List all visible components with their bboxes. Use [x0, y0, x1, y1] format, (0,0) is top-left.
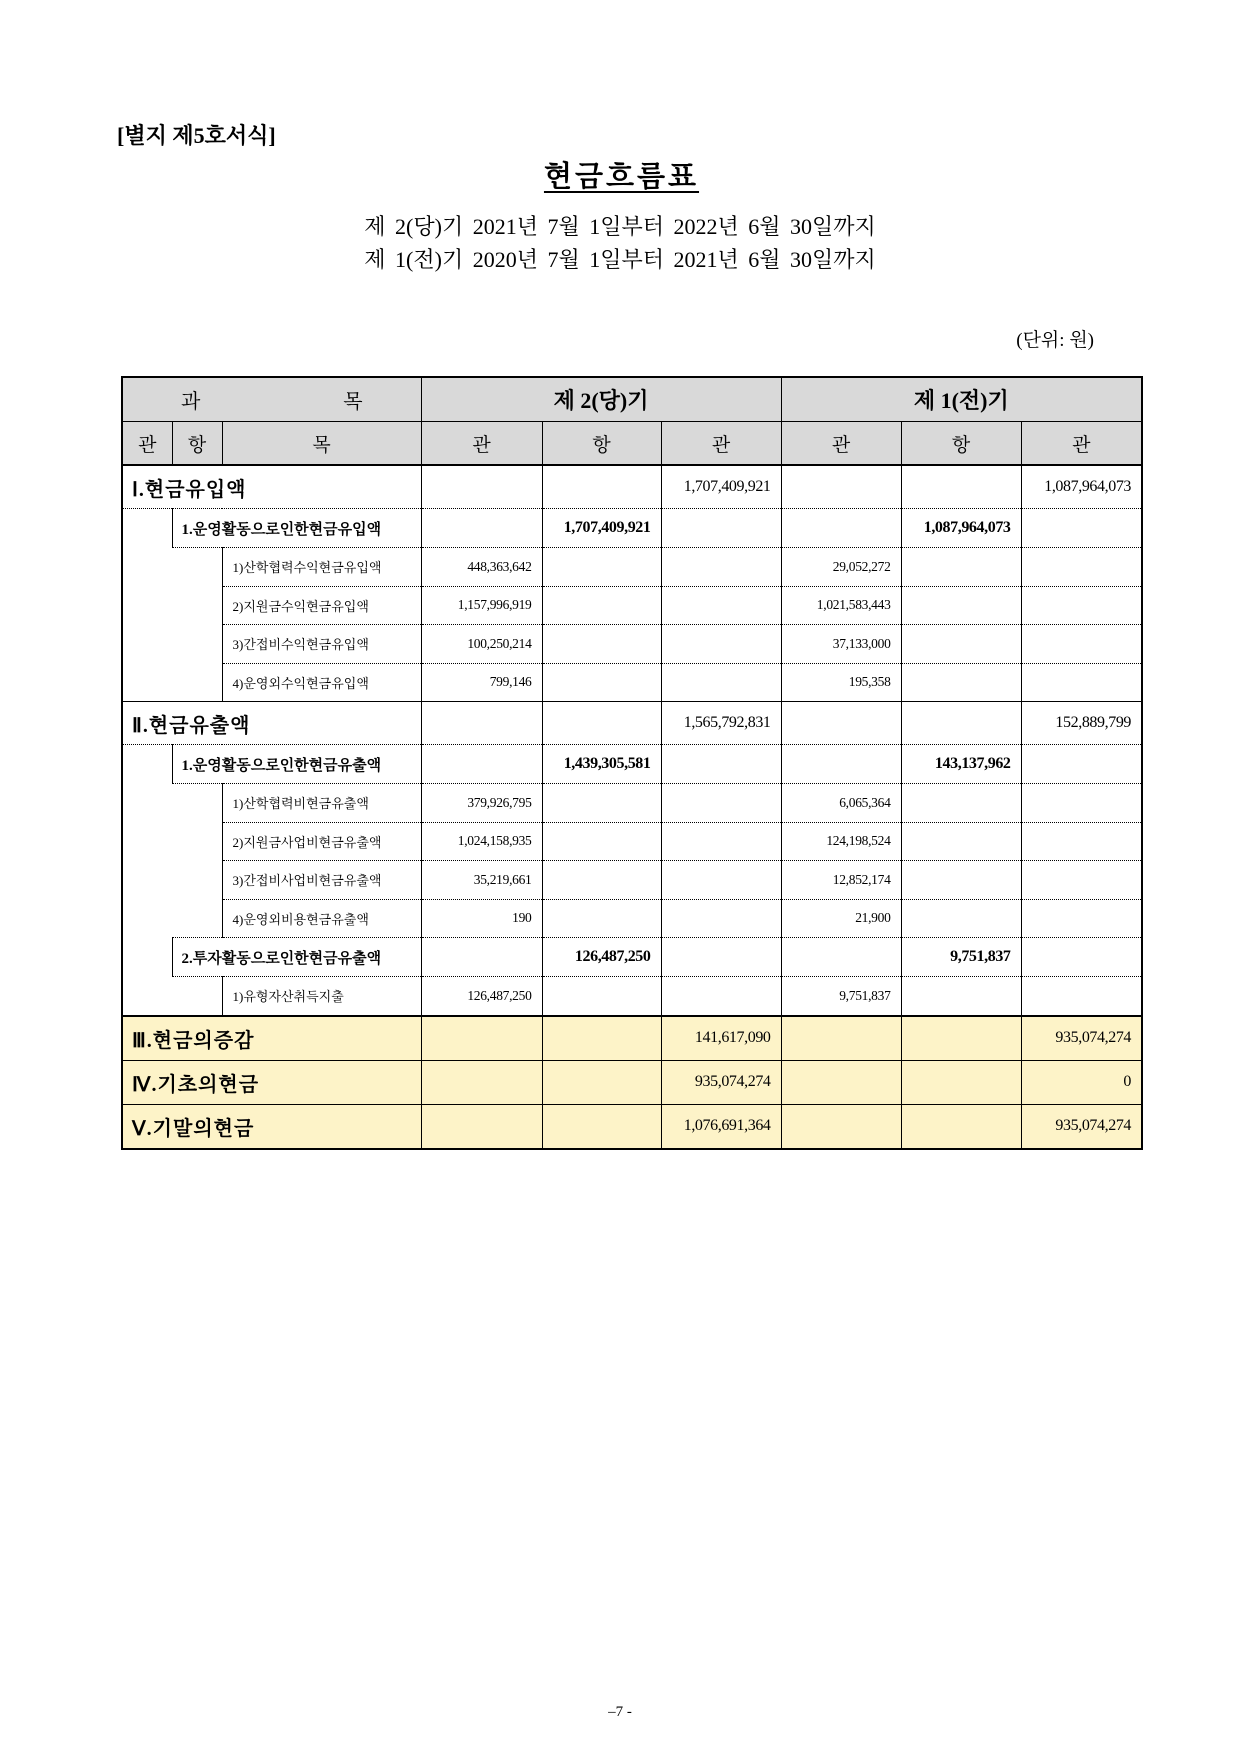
row-indirect-cost-expense-outflow — [122, 861, 1142, 900]
current-mok-value: 35,219,661 — [421, 861, 542, 900]
empty-cell — [421, 1104, 542, 1149]
empty-cell — [781, 509, 901, 548]
empty-cell — [421, 702, 542, 745]
empty-cell — [781, 702, 901, 745]
empty-cell — [542, 861, 661, 900]
subject-header-left: 과 — [181, 391, 201, 413]
empty-cell — [542, 465, 661, 509]
row-industry-academic-revenue-inflow — [122, 548, 1142, 587]
prior-mok-value: 195,358 — [781, 663, 901, 702]
empty-cell — [901, 465, 1021, 509]
page-number: –7 - — [608, 1704, 632, 1720]
row-operating-inflow — [122, 509, 1142, 548]
row-operating-outflow — [122, 745, 1142, 784]
empty-cell — [781, 1104, 901, 1149]
empty-cell — [661, 822, 781, 861]
empty-cell — [1021, 663, 1142, 702]
current-gwan-value: 935,074,274 — [661, 1060, 781, 1104]
row-cash-outflow — [122, 702, 1142, 745]
empty-cell — [901, 548, 1021, 587]
form-label: [별지 제5호서식] — [117, 123, 276, 148]
empty-cell — [901, 663, 1021, 702]
blank-hang-cell — [172, 548, 222, 702]
empty-cell — [542, 1016, 661, 1061]
current-mok-value: 190 — [421, 899, 542, 938]
current-gwan-value: 141,617,090 — [661, 1016, 781, 1061]
empty-cell — [1021, 822, 1142, 861]
empty-cell — [661, 899, 781, 938]
page-title: 현금흐름표 — [543, 161, 700, 193]
blank-gwan-cell — [122, 745, 172, 1016]
row-tangible-asset-acquisition — [122, 977, 1142, 1016]
empty-cell — [901, 1060, 1021, 1104]
empty-cell — [661, 861, 781, 900]
empty-cell — [901, 899, 1021, 938]
prior-gwan-value: 935,074,274 — [1021, 1104, 1142, 1149]
prior-mok-value: 6,065,364 — [781, 784, 901, 823]
prior-mok-value: 124,198,524 — [781, 822, 901, 861]
empty-cell — [421, 745, 542, 784]
prior-mok-value: 1,021,583,443 — [781, 586, 901, 625]
col-header-current-3: 관 — [661, 422, 781, 466]
empty-cell — [661, 509, 781, 548]
empty-cell — [1021, 586, 1142, 625]
row-industry-academic-expense-outflow — [122, 784, 1142, 823]
col-header-hang: 항 — [172, 422, 222, 466]
row-grant-project-expense-outflow — [122, 822, 1142, 861]
prior-gwan-value: 1,087,964,073 — [1021, 465, 1142, 509]
empty-cell — [781, 938, 901, 977]
blank-gwan-cell — [122, 509, 172, 702]
prior-mok-value: 21,900 — [781, 899, 901, 938]
current-mok-value: 448,363,642 — [421, 548, 542, 587]
current-mok-value: 126,487,250 — [421, 977, 542, 1016]
prior-gwan-value: 152,889,799 — [1021, 702, 1142, 745]
empty-cell — [781, 745, 901, 784]
current-mok-value: 799,146 — [421, 663, 542, 702]
empty-cell — [1021, 548, 1142, 587]
empty-cell — [1021, 745, 1142, 784]
row-label: 1)산학협력비현금유출액 — [222, 784, 421, 823]
row-grant-revenue-inflow — [122, 586, 1142, 625]
empty-cell — [542, 784, 661, 823]
current-period-line: 제 2(당)기 2021년 7월 1일부터 2022년 6월 30일까지 — [364, 214, 876, 239]
col-header-current-1: 관 — [421, 422, 542, 466]
prior-mok-value: 12,852,174 — [781, 861, 901, 900]
prior-mok-value: 37,133,000 — [781, 625, 901, 664]
row-label: 1.운영활동으로인한현금유출액 — [172, 745, 421, 784]
empty-cell — [1021, 899, 1142, 938]
empty-cell — [901, 625, 1021, 664]
prior-period-line: 제 1(전)기 2020년 7월 1일부터 2021년 6월 30일까지 — [364, 247, 876, 272]
cash-flow-table — [121, 376, 1143, 1150]
row-label: Ⅳ.기초의현금 — [122, 1060, 421, 1104]
row-label: 4)운영외비용현금유출액 — [222, 899, 421, 938]
row-label: 2)지원금사업비현금유출액 — [222, 822, 421, 861]
current-hang-value: 1,707,409,921 — [542, 509, 661, 548]
row-label: 1.운영활동으로인한현금유입액 — [172, 509, 421, 548]
row-investing-outflow — [122, 938, 1142, 977]
empty-cell — [1021, 509, 1142, 548]
row-label: 2)지원금수익현금유입액 — [222, 586, 421, 625]
empty-cell — [542, 625, 661, 664]
empty-cell — [901, 861, 1021, 900]
col-header-prior-2: 항 — [901, 422, 1021, 466]
prior-gwan-value: 0 — [1021, 1060, 1142, 1104]
empty-cell — [542, 1060, 661, 1104]
empty-cell — [661, 938, 781, 977]
empty-cell — [542, 822, 661, 861]
empty-cell — [781, 1060, 901, 1104]
empty-cell — [781, 1016, 901, 1061]
empty-cell — [542, 702, 661, 745]
empty-cell — [1021, 861, 1142, 900]
row-label: 3)간접비수익현금유입액 — [222, 625, 421, 664]
empty-cell — [1021, 625, 1142, 664]
header-row-1 — [122, 377, 1142, 422]
empty-cell — [661, 663, 781, 702]
empty-cell — [421, 938, 542, 977]
title-wrap — [0, 160, 1240, 194]
current-hang-value: 1,439,305,581 — [542, 745, 661, 784]
row-indirect-cost-revenue-inflow — [122, 625, 1142, 664]
row-label: 1)산학협력수익현금유입액 — [222, 548, 421, 587]
row-ending-cash — [122, 1104, 1142, 1149]
row-non-operating-expense-outflow — [122, 899, 1142, 938]
row-label: 2.투자활동으로인한현금유출액 — [172, 938, 421, 977]
current-gwan-value: 1,076,691,364 — [661, 1104, 781, 1149]
empty-cell — [661, 745, 781, 784]
row-label: 3)간접비사업비현금유출액 — [222, 861, 421, 900]
empty-cell — [542, 977, 661, 1016]
row-non-operating-revenue-inflow — [122, 663, 1142, 702]
empty-cell — [901, 977, 1021, 1016]
prior-hang-value: 143,137,962 — [901, 745, 1021, 784]
prior-mok-value: 9,751,837 — [781, 977, 901, 1016]
current-period-header: 제 2(당)기 — [421, 377, 781, 422]
empty-cell — [1021, 784, 1142, 823]
current-hang-value: 126,487,250 — [542, 938, 661, 977]
empty-cell — [1021, 977, 1142, 1016]
subject-header — [122, 377, 421, 422]
subject-header-right: 목 — [343, 391, 363, 413]
empty-cell — [901, 784, 1021, 823]
row-label: 1)유형자산취득지출 — [222, 977, 421, 1016]
empty-cell — [421, 465, 542, 509]
unit-label: (단위: 원) — [1016, 330, 1094, 351]
col-header-prior-3: 관 — [1021, 422, 1142, 466]
col-header-prior-1: 관 — [781, 422, 901, 466]
empty-cell — [661, 625, 781, 664]
empty-cell — [542, 586, 661, 625]
empty-cell — [421, 509, 542, 548]
row-net-cash-change — [122, 1016, 1142, 1061]
col-header-current-2: 항 — [542, 422, 661, 466]
blank-hang-cell — [172, 784, 222, 938]
prior-hang-value: 1,087,964,073 — [901, 509, 1021, 548]
empty-cell — [781, 465, 901, 509]
empty-cell — [901, 702, 1021, 745]
row-cash-inflow — [122, 465, 1142, 509]
row-label: Ⅱ.현금유출액 — [122, 702, 421, 745]
current-mok-value: 1,024,158,935 — [421, 822, 542, 861]
current-mok-value: 1,157,996,919 — [421, 586, 542, 625]
empty-cell — [542, 548, 661, 587]
empty-cell — [421, 1060, 542, 1104]
empty-cell — [661, 548, 781, 587]
empty-cell — [1021, 938, 1142, 977]
empty-cell — [542, 1104, 661, 1149]
prior-period-header: 제 1(전)기 — [781, 377, 1142, 422]
prior-mok-value: 29,052,272 — [781, 548, 901, 587]
empty-cell — [542, 899, 661, 938]
row-label: Ⅲ.현금의증감 — [122, 1016, 421, 1061]
empty-cell — [661, 784, 781, 823]
blank-hang-cell — [172, 977, 222, 1016]
current-mok-value: 379,926,795 — [421, 784, 542, 823]
header-row-2 — [122, 422, 1142, 466]
row-label: Ⅴ.기말의현금 — [122, 1104, 421, 1149]
current-gwan-value: 1,565,792,831 — [661, 702, 781, 745]
prior-gwan-value: 935,074,274 — [1021, 1016, 1142, 1061]
row-beginning-cash — [122, 1060, 1142, 1104]
empty-cell — [661, 977, 781, 1016]
empty-cell — [542, 663, 661, 702]
empty-cell — [421, 1016, 542, 1061]
empty-cell — [901, 1104, 1021, 1149]
empty-cell — [661, 586, 781, 625]
current-mok-value: 100,250,214 — [421, 625, 542, 664]
col-header-mok: 목 — [222, 422, 421, 466]
empty-cell — [901, 586, 1021, 625]
empty-cell — [901, 1016, 1021, 1061]
col-header-gwan: 관 — [122, 422, 172, 466]
row-label: Ⅰ.현금유입액 — [122, 465, 421, 509]
row-label: 4)운영외수익현금유입액 — [222, 663, 421, 702]
prior-hang-value: 9,751,837 — [901, 938, 1021, 977]
current-gwan-value: 1,707,409,921 — [661, 465, 781, 509]
empty-cell — [901, 822, 1021, 861]
